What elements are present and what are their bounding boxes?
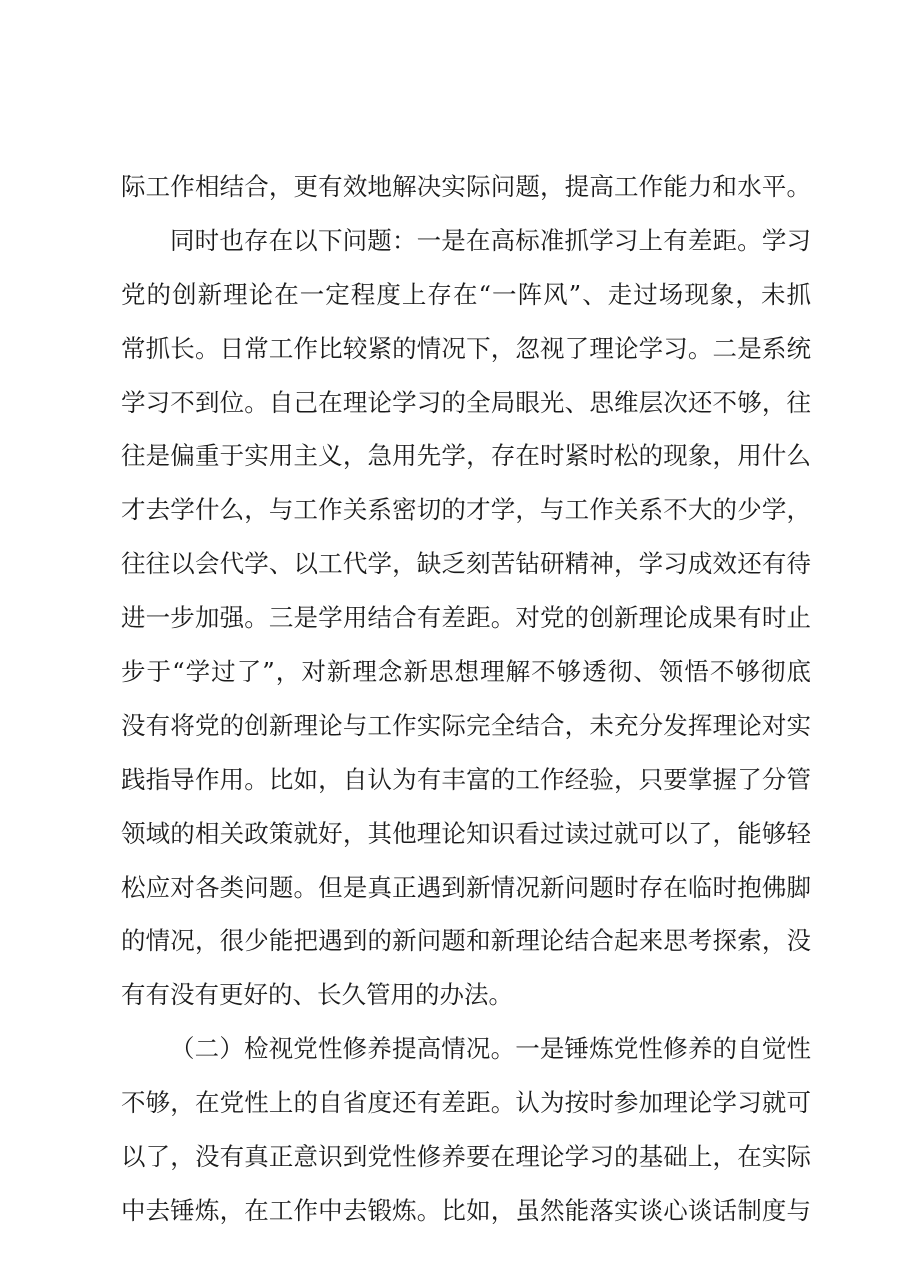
text-line: 以了，没有真正意识到党性修养要在理论学习的基础上，在实际 [121,1142,811,1172]
text-line: 步于“学过了”，对新理念新思想理解不够透彻、领悟不够彻底 [121,657,811,687]
text-line: 党的创新理论在一定程度上存在“一阵风”、走过场现象，未抓 [121,279,811,309]
text-line: 中去锤炼，在工作中去锻炼。比如，虽然能落实谈心谈话制度与 [121,1195,811,1225]
text-line: 进一步加强。三是学用结合有差距。对党的创新理论成果有时止 [121,603,811,633]
text-line: 常抓长。日常工作比较紧的情况下，忽视了理论学习。二是系统 [121,333,811,363]
paragraph-end-line: 有有没有更好的、长久管用的办法。 [121,980,513,1010]
text-line: 松应对各类问题。但是真正遇到新情况新问题时存在临时抱佛脚 [121,872,811,902]
text-line: 的情况，很少能把遇到的新问题和新理论结合起来思考探索，没 [121,926,811,956]
text-line: 才去学什么，与工作关系密切的才学，与工作关系不大的少学， [121,495,811,525]
paragraph-start-line: 同时也存在以下问题：一是在高标准抓学习上有差距。学习 [170,225,811,255]
text-line: 不够，在党性上的自省度还有差距。认为按时参加理论学习就可 [121,1088,811,1118]
text-line: 领域的相关政策就好，其他理论知识看过读过就可以了，能够轻 [121,818,811,848]
text-line: 学习不到位。自己在理论学习的全局眼光、思维层次还不够，往 [121,387,811,417]
section-heading-line: （二）检视党性修养提高情况。一是锤炼党性修养的自觉性 [170,1034,811,1064]
text-line: 没有将党的创新理论与工作实际完全结合，未充分发挥理论对实 [121,710,811,740]
text-line: 践指导作用。比如，自认为有丰富的工作经验，只要掌握了分管 [121,764,811,794]
text-line: 往是偏重于实用主义，急用先学，存在时紧时松的现象，用什么 [121,441,811,471]
document-body [121,160,811,1238]
text-line: 际工作相结合，更有效地解决实际问题，提高工作能力和水平。 [121,172,811,201]
text-line: 往往以会代学、以工代学，缺乏刻苦钻研精神，学习成效还有待 [121,549,811,579]
